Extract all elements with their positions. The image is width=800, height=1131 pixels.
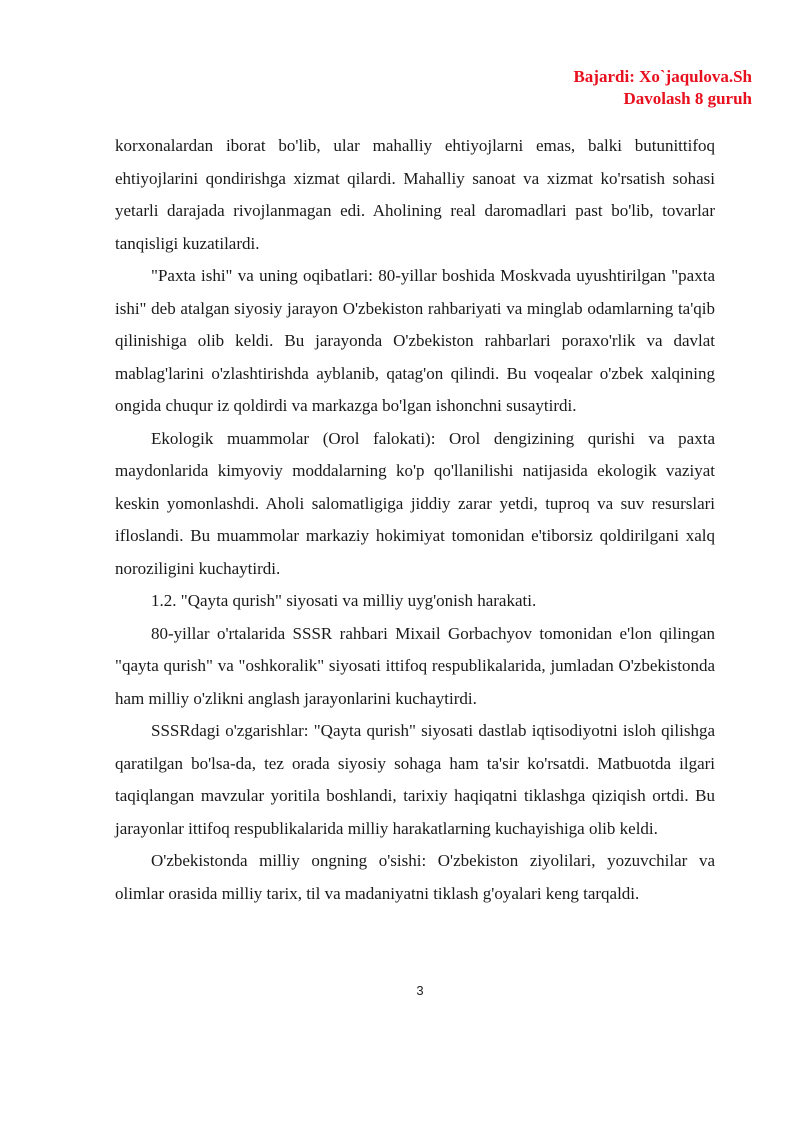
author-line: Bajardi: Xo`jaqulova.Sh xyxy=(573,67,752,86)
section-heading: 1.2. "Qayta qurish" siyosati va milliy uyg'onish harakati. xyxy=(151,591,537,610)
paragraph-continuation: korxonalardan iborat bo'lib, ular mahalliy ehtiyojlarni emas, balki butunittifoq ehtiyojlarini qondirishga xizmat qilardi. Mahalliy sanoat va xizmat ko'rsatish sohasi yetarli darajada rivojlanmagan edi. Aholining real daromadlari past bo'lib, tovarlar tanqisligi kuzatilardi. xyxy=(115,136,715,253)
document-body xyxy=(115,130,715,910)
paragraph-ekologik: Ekologik muammolar (Orol falokati): Orol dengizining qurishi va paxta maydonlarida kimyoviy moddalarning ko'p qo'llanilishi natijasida ekologik vaziyat keskin yomonlashdi. Aholi salomatligiga jiddiy zarar yetdi, tuproq va suv resurslari ifloslandi. Bu muammolar markaziy hokimiyat tomonidan e'tiborsiz qoldirilgani xalq noroziligini kuchaytirdi. xyxy=(115,428,715,578)
page-number: 3 xyxy=(416,983,424,998)
author-header xyxy=(573,66,752,110)
paragraph-sssr: SSSRdagi o'zgarishlar: "Qayta qurish" siyosati dastlab iqtisodiyotni isloh qilishga qaratilgan bo'lsa-da, tez orada siyosiy sohaga ham ta'sir ko'rsatdi. Matbuotda ilgari taqiqlangan mavzular yoritila boshlandi, tarixiy haqiqatni tiklashga qiziqish ortdi. Bu jarayonlar ittifoq respublikalarida milliy harakatlarning kuchayishiga olib keldi. xyxy=(115,721,715,838)
group-line: Davolash 8 guruh xyxy=(623,89,752,108)
paragraph-paxta-ishi: "Paxta ishi" va uning oqibatlari: 80-yillar boshida Moskvada uyushtirilgan "paxta ishi" deb atalgan siyosiy jarayon O'zbekiston rahbariyati va minglab odamlarning ta'qib qilinishiga olib keldi. Bu jarayonda O'zbekiston rahbarlari poraxo'rlik va davlat mablag'larini o'zlashtirishda ayblanib, qatag'on qilindi. Bu voqealar o'zbek xalqining ongida chuqur iz qoldirdi va markazga bo'lgan ishonchni susaytirdi. xyxy=(115,266,715,415)
paragraph-milliy-ong: O'zbekistonda milliy ongning o'sishi: O'zbekiston ziyolilari, yozuvchilar va olimlar orasida milliy tarix, til va madaniyatni tiklash g'oyalari keng tarqaldi. xyxy=(115,851,715,903)
paragraph-gorbachyov: 80-yillar o'rtalarida SSSR rahbari Mixail Gorbachyov tomonidan e'lon qilingan "qayta qurish" va "oshkoralik" siyosati ittifoq respublikalarida, jumladan O'zbekistonda ham milliy o'zlikni anglash jarayonlarini kuchaytirdi. xyxy=(115,623,715,708)
